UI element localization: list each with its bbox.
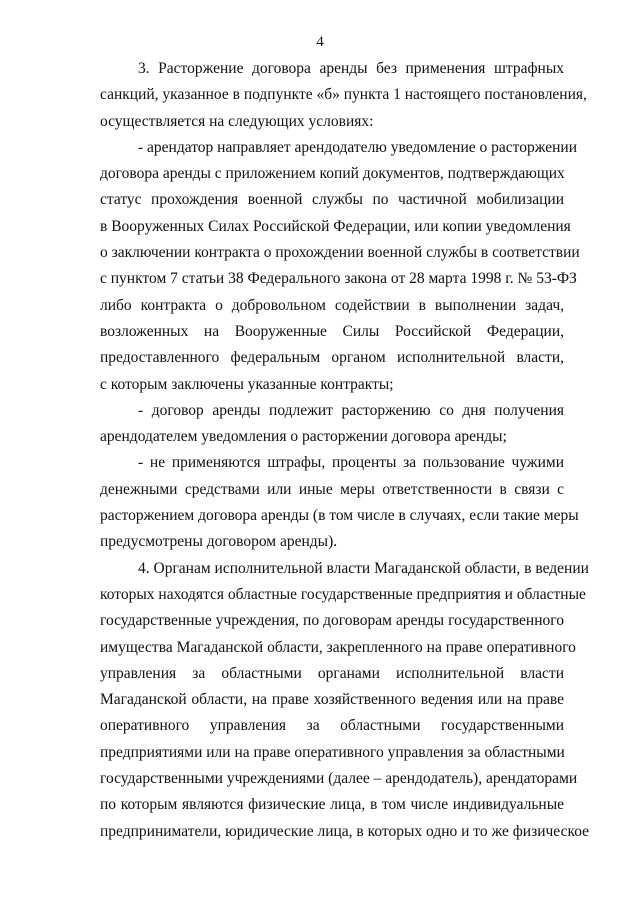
text-line: о заключении контракта о прохождении военной службы в соответствии — [100, 244, 580, 262]
text-line: Магаданской области, на праве хозяйственного ведения или на праве — [100, 691, 564, 709]
text-line: в Вооруженных Силах Российской Федерации, или копии уведомления — [100, 217, 571, 235]
text-line: с которым заключены указанные контракты; — [100, 375, 394, 393]
text-line: осуществляется на следующих условиях: — [100, 112, 374, 130]
text-line: арендодателем уведомления о расторжении договора аренды; — [100, 428, 507, 446]
page-number: 4 — [316, 34, 324, 50]
text-line: - арендатор направляет арендодателю уведомление о расторжении — [138, 138, 577, 156]
text-line: статус прохождения военной службы по частичной мобилизации — [100, 191, 564, 209]
paragraph-condition-3 — [100, 450, 579, 555]
paragraph-condition-2 — [100, 398, 564, 451]
text-line: - договор аренды подлежит расторжению со дня получения — [138, 401, 564, 419]
text-line: оперативного управления за областными государственными — [100, 717, 564, 735]
text-line: государственные учреждения, по договорам аренды государственного — [100, 612, 564, 630]
text-line: которых находятся областные государственные предприятия и областные — [100, 585, 586, 603]
text-line: 3. Расторжение договора аренды без применения штрафных — [138, 60, 564, 77]
text-line: - не применяются штрафы, проценты за пользование чужими — [138, 454, 564, 472]
text-line: либо контракта о добровольном содействии в выполнении задач, — [100, 296, 564, 314]
text-line: по которым являются физические лица, в том числе индивидуальные — [100, 796, 564, 814]
text-line: предприниматели, юридические лица, в которых одно и то же физическое — [100, 822, 590, 840]
paragraph-condition-1 — [100, 135, 580, 398]
text-line: предусмотрены договором аренды). — [100, 533, 338, 551]
paragraph-clause-4 — [100, 556, 590, 845]
text-line: расторжением договора аренды (в том числе в случаях, если такие меры — [100, 507, 579, 525]
text-line: предоставленного федеральным органом исполнительной власти, — [100, 349, 564, 367]
text-line: государственными учреждениями (далее – арендодатель), арендаторами — [100, 770, 578, 788]
text-line: возложенных на Вооруженные Силы Российской Федерации, — [100, 322, 564, 340]
text-line: предприятиями или на праве оперативного управления за областными — [100, 743, 565, 761]
text-line: санкций, указанное в подпункте «б» пункта 1 настоящего постановления, — [100, 86, 587, 104]
text-line: 4. Органам исполнительной власти Магаданской области, в ведении — [138, 559, 589, 577]
text-line: с пунктом 7 статьи 38 Федерального закона от 28 марта 1998 г. № 53-ФЗ — [100, 270, 577, 288]
text-line: имущества Магаданской области, закрепленного на праве оперативного — [100, 638, 576, 656]
text-line: денежными средствами или иные меры ответственности в связи с — [100, 480, 564, 498]
text-line: управления за областными органами исполнительной власти — [100, 664, 564, 682]
paragraph-clause-3 — [100, 56, 587, 135]
document-body — [100, 56, 590, 845]
text-line: договора аренды с приложением копий документов, подтверждающих — [100, 165, 565, 183]
